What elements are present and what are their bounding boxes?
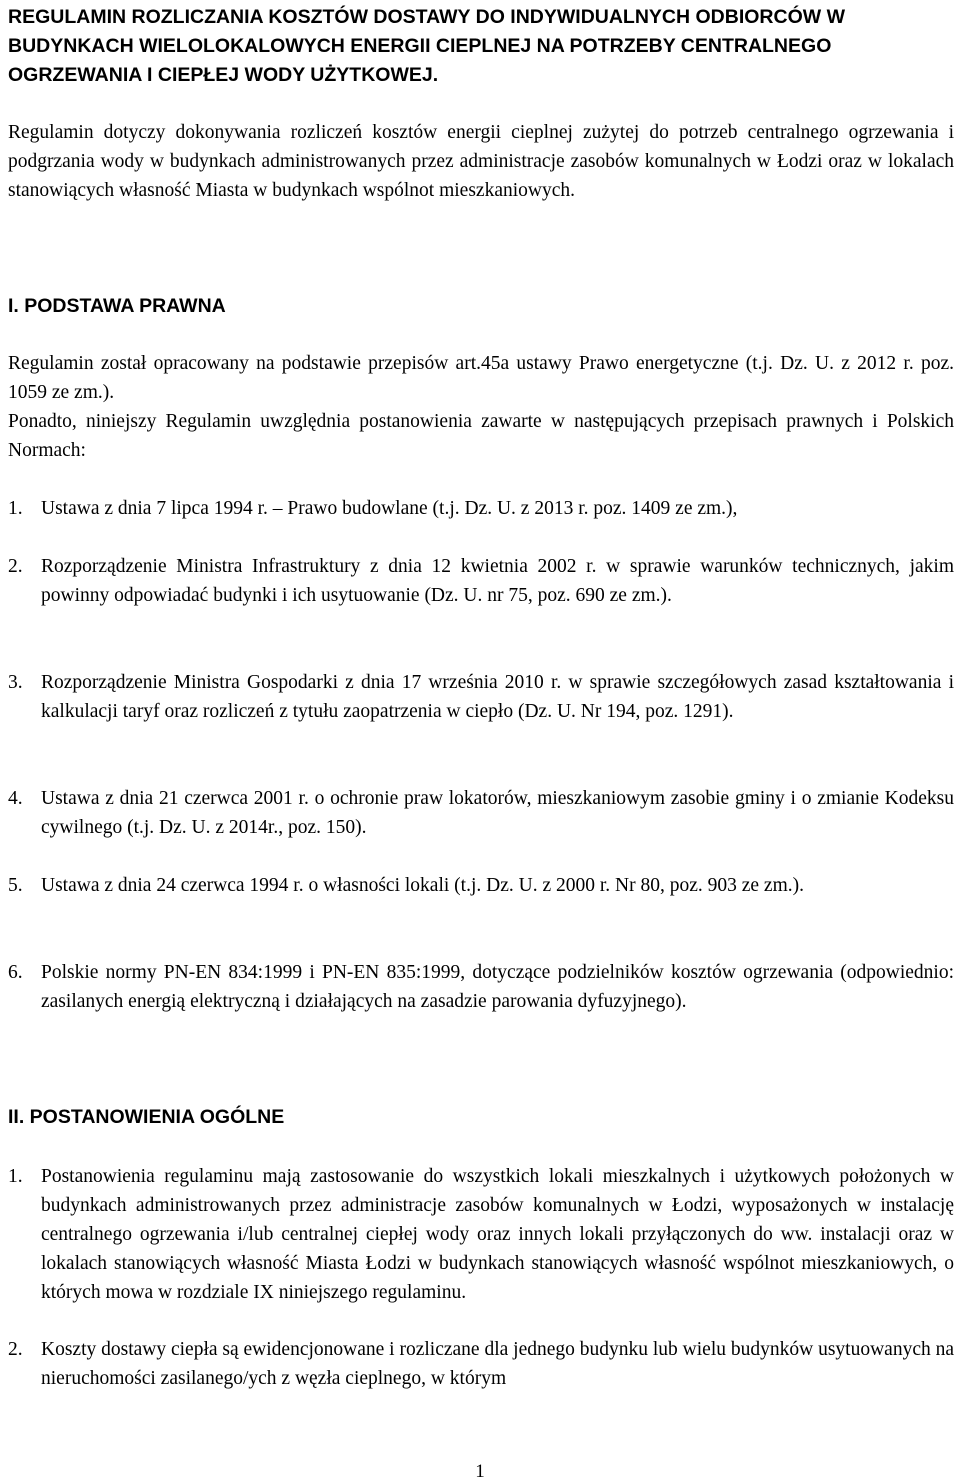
legal-references-intro: Ponadto, niniejszy Regulamin uwzględnia postanowienia zawarte w następujących przepisach prawnych i Polskich Normach: [8, 411, 954, 461]
item-number: 4. [8, 788, 23, 809]
item-number: 2. [8, 556, 23, 577]
item-text: Ustawa z dnia 24 czerwca 1994 r. o własności lokali (t.j. Dz. U. z 2000 r. Nr 80, poz. 903 ze zm.). [41, 875, 804, 896]
general-provision-item [8, 1162, 954, 1307]
document-title: REGULAMIN ROZLICZANIA KOSZTÓW DOSTAWY DO INDYWIDUALNYCH ODBIORCÓW W BUDYNKACH WIELOLOKALOWYCH ENERGII CIEPLNEJ NA POTRZEBY CENTRALNEGO OGRZEWANIA I CIEPŁEJ WODY UŻYTKOWEJ. [8, 6, 845, 86]
item-number: 1. [8, 1166, 23, 1187]
item-text: Ustawa z dnia 21 czerwca 2001 r. o ochronie praw lokatorów, mieszkaniowym zasobie gminy i o zmianie Kodeksu cywilnego (t.j. Dz. U. z 2014r., poz. 150). [41, 788, 954, 838]
general-provision-item [8, 1335, 954, 1393]
page-number: 1 [475, 1461, 485, 1482]
legal-reference-item [8, 494, 954, 523]
intro-paragraph: Regulamin dotyczy dokonywania rozliczeń kosztów energii cieplnej zużytej do potrzeb centralnego ogrzewania i podgrzania wody w budynkach administrowanych przez administracje zasobów komunalnych w Łodzi oraz w lokalach stanowiących własność Miasta w budynkach wspólnot mieszkaniowych. [8, 122, 954, 201]
legal-reference-item [8, 668, 954, 726]
legal-reference-item [8, 552, 954, 610]
item-text: Rozporządzenie Ministra Infrastruktury z dnia 12 kwietnia 2002 r. w sprawie warunków technicznych, jakim powinny odpowiadać budynki i ich usytuowanie (Dz. U. nr 75, poz. 690 ze zm.). [41, 556, 954, 606]
item-text: Koszty dostawy ciepła są ewidencjonowane i rozliczane dla jednego budynku lub wielu budynków usytuowanych na nieruchomości zasilanego/ych z węzła cieplnego, w którym [41, 1339, 955, 1389]
item-number: 5. [8, 875, 23, 896]
legal-reference-item [8, 784, 954, 842]
legal-reference-item [8, 871, 954, 900]
item-number: 3. [8, 672, 23, 693]
section-heading-legal-basis: I. PODSTAWA PRAWNA [8, 295, 226, 317]
legal-basis-paragraph: Regulamin został opracowany na podstawie przepisów art.45a ustawy Prawo energetyczne (t.j. Dz. U. z 2012 r. poz. 1059 ze zm.). [8, 353, 954, 403]
item-number: 2. [8, 1339, 23, 1360]
legal-reference-item [8, 958, 954, 1016]
item-number: 1. [8, 498, 23, 519]
section-heading-general-provisions: II. POSTANOWIENIA OGÓLNE [8, 1106, 285, 1128]
item-text: Polskie normy PN-EN 834:1999 i PN-EN 835:1999, dotyczące podzielników kosztów ogrzewania (odpowiednio: zasilanych energią elektryczną i działających na zasadzie parowania dyfuzyjnego). [41, 962, 954, 1012]
item-text: Postanowienia regulaminu mają zastosowanie do wszystkich lokali mieszkalnych i użytkowych położonych w budynkach administrowanych przez administracje zasobów komunalnych w Łodzi, wyposażonych w instalację centralnego ogrzewania i/lub centralnej ciepłej wody oraz innych lokali przyłączonych do ww. instalacji oraz w lokalach stanowiących własność Miasta Łodzi w budynkach stanowiących własność wspólnot mieszkaniowych, o których mowa w rozdziale IX niniejszego regulaminu. [41, 1166, 954, 1303]
item-text: Rozporządzenie Ministra Gospodarki z dnia 17 września 2010 r. w sprawie szczegółowych zasad kształtowania i kalkulacji taryf oraz rozliczeń z tytułu zaopatrzenia w ciepło (Dz. U. Nr 194, poz. 1291). [41, 672, 954, 722]
item-number: 6. [8, 962, 23, 983]
item-text: Ustawa z dnia 7 lipca 1994 r. – Prawo budowlane (t.j. Dz. U. z 2013 r. poz. 1409 ze zm.), [41, 498, 738, 519]
